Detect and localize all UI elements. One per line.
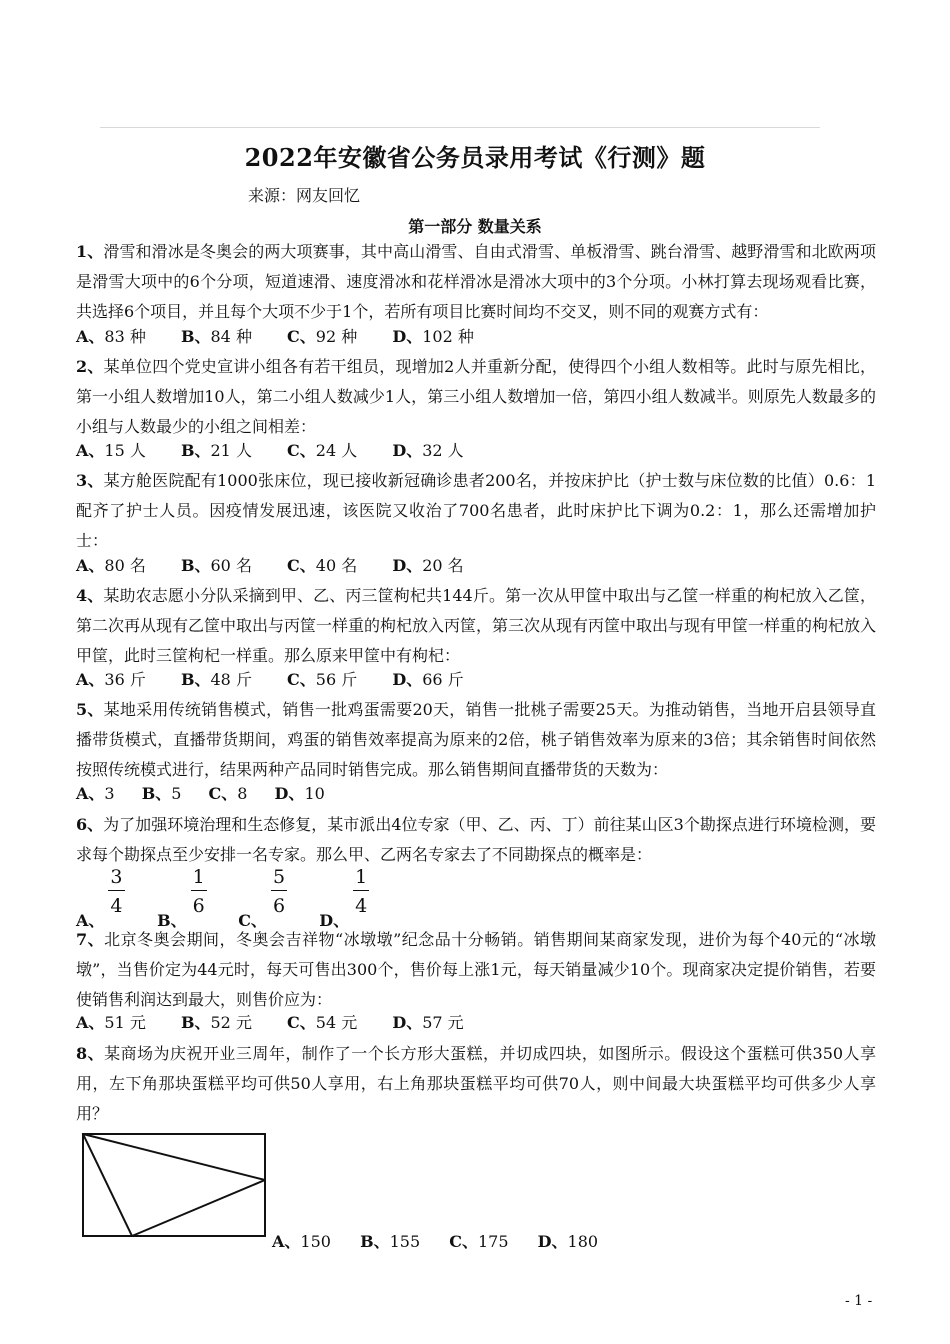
question-number: 7、 — [76, 930, 105, 949]
question-text: 某助农志愿小分队采摘到甲、乙、丙三筐枸杞共144斤。第一次从甲筐中取出与乙筐一样重的枸杞放入乙筐，第二次再从现有乙筐中取出与丙筐一样重的枸杞放入丙筐，第三次从现有丙筐中取出与现有甲筐一样重的枸杞放入甲筐，此时三筐枸杞一样重。那么原来甲筐中有枸杞： — [76, 586, 877, 665]
option-value: 57 元 — [422, 1013, 464, 1032]
option-c[interactable] — [238, 866, 314, 930]
option-value: 15 人 — [104, 441, 146, 460]
option-label: A、 — [76, 327, 105, 346]
option-value: 51 元 — [104, 1013, 146, 1032]
option-d[interactable] — [319, 866, 395, 930]
option-b[interactable] — [360, 1229, 420, 1255]
option-value: 8 — [237, 784, 248, 803]
question-5 — [76, 695, 876, 785]
option-a[interactable] — [76, 553, 146, 579]
section-heading: 第一部分 数量关系 — [408, 217, 542, 236]
options-q6 — [76, 866, 395, 930]
header-rule — [100, 127, 820, 128]
option-label: A、 — [76, 1013, 105, 1032]
options-q2 — [76, 438, 494, 464]
fraction-numerator: 1 — [353, 866, 369, 891]
option-label: C、 — [287, 556, 316, 575]
option-d[interactable] — [392, 667, 463, 693]
option-label: B、 — [180, 556, 211, 575]
question-text: 某方舱医院配有1000张床位，现已接收新冠确诊患者200名，并按床护比（护士数与床位数的比值）0.6：1配齐了护士人员。因疫情发展迅速，该医院又收治了700名患者，此时床护比下调为0.2：1，那么还需增加护士： — [76, 471, 876, 550]
option-value: 5 — [171, 784, 182, 803]
question-6 — [76, 810, 876, 870]
option-value: 60 名 — [210, 556, 252, 575]
option-d[interactable] — [392, 324, 474, 350]
option-value: 66 斤 — [422, 670, 464, 689]
option-value: 155 — [389, 1232, 421, 1251]
question-number: 6、 — [76, 815, 104, 834]
question-number: 2、 — [76, 357, 104, 376]
option-value: 52 元 — [210, 1013, 252, 1032]
option-label: C、 — [449, 1232, 478, 1251]
question-3 — [76, 466, 876, 556]
option-label: A、 — [76, 784, 105, 803]
question-number: 8、 — [76, 1044, 105, 1063]
question-1 — [76, 237, 876, 327]
options-q7 — [76, 1010, 494, 1036]
option-d[interactable] — [392, 1010, 463, 1036]
option-d[interactable] — [392, 553, 463, 579]
question-text: 滑雪和滑冰是冬奥会的两大项赛事，其中高山滑雪、自由式滑雪、单板滑雪、跳台滑雪、越野滑雪和北欧两项是滑雪大项中的6个分项，短道速滑、速度滑冰和花样滑冰是滑冰大项中的3个分项。小林打算去现场观看比赛，共选择6个项目，并且每个大项不少于1个，若所有项目比赛时间均不交叉，则不同的观赛方式有： — [76, 242, 876, 321]
option-label: D、 — [319, 911, 350, 930]
option-value: 24 人 — [315, 441, 358, 460]
option-value: 48 斤 — [210, 670, 252, 689]
option-label: B、 — [360, 1232, 390, 1251]
option-label: D、 — [537, 1232, 568, 1251]
options-q3 — [76, 553, 494, 579]
option-b[interactable] — [181, 1010, 252, 1036]
option-value: 180 — [567, 1232, 599, 1251]
option-d[interactable] — [275, 781, 325, 807]
option-label: A、 — [76, 556, 105, 575]
option-label: B、 — [180, 1013, 211, 1032]
option-c[interactable] — [287, 324, 357, 350]
option-value: 21 人 — [210, 441, 252, 460]
option-label: D、 — [392, 556, 423, 575]
options-q1 — [76, 324, 504, 350]
options-q8 — [272, 1229, 628, 1255]
option-label: D、 — [392, 441, 423, 460]
option-value: 40 名 — [315, 556, 358, 575]
option-label: A、 — [272, 1232, 301, 1251]
option-label: C、 — [287, 670, 316, 689]
option-label: C、 — [287, 1013, 316, 1032]
option-label: A、 — [76, 441, 105, 460]
question-8 — [76, 1039, 876, 1129]
option-c[interactable] — [209, 781, 248, 807]
option-value: 56 斤 — [315, 670, 358, 689]
question-number: 4、 — [76, 586, 104, 605]
option-value: 80 名 — [104, 556, 146, 575]
fraction-numerator: 5 — [271, 866, 287, 891]
option-d[interactable] — [392, 438, 463, 464]
question-4 — [76, 581, 876, 671]
source-note: 来源：网友回忆 — [248, 186, 361, 205]
cake-diagram — [82, 1133, 268, 1239]
question-text: 北京冬奥会期间，冬奥会吉祥物“冰墩墩”纪念品十分畅销。销售期间某商家发现，进价为每个40元的“冰墩墩”，当售价定为44元时，每天可售出300个，售价每上涨1元，每天销量减少10个。现商家决定提价销售，若要使销售利润达到最大，则售价应为： — [76, 930, 877, 1009]
question-text: 为了加强环境治理和生态修复，某市派出4位专家（甲、乙、丙、丁）前往某山区3个勘探点进行环境检测，要求每个勘探点至少安排一名专家。那么甲、乙两名专家去了不同勘探点的概率是： — [76, 815, 876, 864]
question-number: 3、 — [76, 471, 104, 490]
page-title: 2022年安徽省公务员录用考试《行测》题 — [244, 143, 706, 172]
options-q5 — [76, 781, 355, 807]
option-label: B、 — [180, 327, 211, 346]
option-c[interactable] — [287, 667, 357, 693]
fraction-denominator: 6 — [192, 895, 205, 917]
option-b[interactable] — [142, 781, 182, 807]
option-b[interactable] — [181, 667, 252, 693]
option-a[interactable] — [76, 781, 115, 807]
option-b[interactable] — [181, 553, 252, 579]
fraction-numerator: 3 — [108, 866, 124, 891]
option-b[interactable] — [157, 866, 233, 930]
option-label: B、 — [141, 784, 172, 803]
fraction — [271, 866, 287, 917]
question-number: 1、 — [76, 242, 104, 261]
fraction-denominator: 4 — [355, 895, 368, 917]
option-label: C、 — [287, 327, 316, 346]
option-value: 102 种 — [422, 327, 474, 346]
option-a[interactable] — [76, 866, 152, 930]
question-text: 某单位四个党史宣讲小组各有若干组员，现增加2人并重新分配，使得四个小组人数相等。此时与原先相比，第一小组人数增加10人，第二小组人数减少1人，第三小组人数增加一倍，第四小组人数减半。则原先人数最多的小组与人数最少的小组之间相差： — [76, 357, 876, 436]
option-label: C、 — [208, 784, 238, 803]
option-label: C、 — [287, 441, 316, 460]
question-text: 某地采用传统销售模式，销售一批鸡蛋需要20天，销售一批桃子需要25天。为推动销售，当地开启县领导直播带货模式，直播带货期间，鸡蛋的销售效率提高为原来的2倍，桃子销售效率为原来的3倍；其余销售时间依然按照传统模式进行，结果两种产品同时销售完成。那么销售期间直播带货的天数为： — [76, 700, 876, 779]
option-a[interactable] — [76, 1010, 146, 1036]
option-a[interactable] — [76, 667, 146, 693]
option-c[interactable] — [287, 553, 357, 579]
option-a[interactable] — [76, 438, 146, 464]
option-d[interactable] — [538, 1229, 598, 1255]
option-label: A、 — [76, 911, 105, 930]
fraction — [108, 866, 124, 917]
option-b[interactable] — [181, 324, 252, 350]
option-value: 92 种 — [315, 327, 358, 346]
cut-line-top — [83, 1134, 265, 1180]
fraction-denominator: 6 — [272, 895, 286, 917]
option-value: 20 名 — [422, 556, 464, 575]
question-number: 5、 — [76, 700, 104, 719]
option-label: B、 — [180, 441, 211, 460]
fraction-numerator: 1 — [191, 866, 207, 891]
option-b[interactable] — [181, 438, 252, 464]
option-label: B、 — [180, 670, 211, 689]
cut-line-bottom — [132, 1180, 265, 1236]
question-2 — [76, 352, 876, 442]
question-text: 某商场为庆祝开业三周年，制作了一个长方形大蛋糕，并切成四块，如图所示。假设这个蛋糕可供350人享用，左下角那块蛋糕平均可供50人享用，右上角那块蛋糕平均可供70人，则中间最大块蛋糕平均可供多少人享用？ — [76, 1044, 876, 1123]
cut-line-left — [83, 1134, 132, 1236]
option-value: 150 — [300, 1232, 331, 1251]
option-c[interactable] — [287, 1010, 357, 1036]
page-number: - 1 - — [845, 1293, 873, 1309]
option-value: 3 — [104, 784, 115, 803]
option-a[interactable] — [76, 324, 146, 350]
fraction — [191, 866, 207, 917]
option-label: A、 — [76, 670, 105, 689]
option-label: D、 — [392, 670, 423, 689]
option-value: 83 种 — [104, 327, 146, 346]
option-value: 84 种 — [210, 327, 252, 346]
option-label: D、 — [392, 1013, 423, 1032]
question-7 — [76, 925, 876, 1015]
option-value: 10 — [304, 784, 325, 803]
option-value: 54 元 — [315, 1013, 358, 1032]
option-value: 175 — [477, 1232, 509, 1251]
option-c[interactable] — [287, 438, 357, 464]
option-label: B、 — [157, 911, 187, 930]
fraction — [353, 866, 369, 917]
cake-rectangle — [83, 1134, 265, 1236]
option-label: C、 — [238, 911, 267, 930]
option-a[interactable] — [272, 1229, 331, 1255]
option-label: D、 — [392, 327, 423, 346]
option-value: 36 斤 — [104, 670, 146, 689]
option-label: D、 — [274, 784, 305, 803]
option-c[interactable] — [449, 1229, 508, 1255]
fraction-denominator: 4 — [110, 895, 123, 917]
options-q4 — [76, 667, 494, 693]
option-value: 32 人 — [422, 441, 464, 460]
